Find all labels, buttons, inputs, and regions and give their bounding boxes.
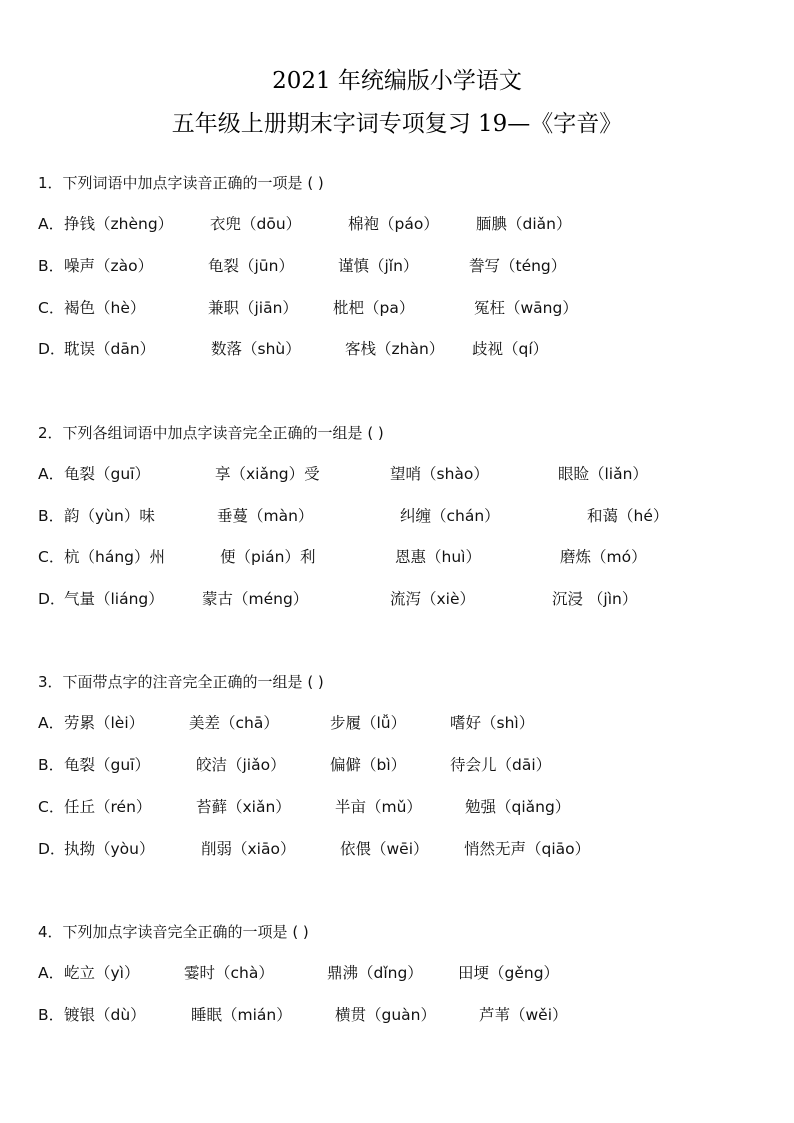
option-item: 任丘（rén） xyxy=(64,798,152,816)
option-item: 执拗（yòu） xyxy=(64,840,155,858)
option-item: 噪声（zào） xyxy=(64,257,154,275)
option-item: 棉袍（páo） xyxy=(348,215,439,233)
option-item: 兼职（jiān） xyxy=(208,299,298,317)
question-4-stem: 4．下列加点字读音完全正确的一项是 ( ) xyxy=(38,923,309,941)
option-label: D． xyxy=(38,590,66,608)
page-title-line-1: 2021 年统编版小学语文 xyxy=(272,68,522,94)
option-item: 气量（liáng） xyxy=(64,590,164,608)
option-item: 垂蔓（màn） xyxy=(217,507,314,525)
option-item: 恩惠（huì） xyxy=(395,548,481,566)
option-label: C． xyxy=(38,798,65,816)
option-item: 横贯（guàn） xyxy=(335,1006,436,1024)
option-label: D． xyxy=(38,340,66,358)
option-item: 便（pián）利 xyxy=(220,548,316,566)
option-item: 龟裂（guī） xyxy=(64,465,150,483)
option-item: 眼睑（liǎn） xyxy=(558,465,648,483)
option-item: 蒙古（méng） xyxy=(202,590,309,608)
option-label: A． xyxy=(38,964,65,982)
option-item: 美差（chā） xyxy=(189,714,279,732)
option-label: C． xyxy=(38,299,65,317)
option-item: 沉浸 （jìn） xyxy=(552,590,638,608)
option-item: 数落（shù） xyxy=(211,340,301,358)
option-item: 睡眠（mián） xyxy=(191,1006,292,1024)
option-item: 镀银（dù） xyxy=(64,1006,146,1024)
page-title-line-2: 五年级上册期末字词专项复习 19—《字音》 xyxy=(171,111,623,137)
option-item: 待会儿（dāi） xyxy=(450,756,552,774)
option-item: 冤枉（wāng） xyxy=(474,299,578,317)
question-2-stem: 2．下列各组词语中加点字读音完全正确的一组是 ( ) xyxy=(38,424,384,442)
option-label: A． xyxy=(38,465,65,483)
option-item: 誊写（téng） xyxy=(469,257,567,275)
option-item: 偏僻（bì） xyxy=(330,756,407,774)
option-item: 挣钱（zhèng） xyxy=(64,215,174,233)
question-1-stem: 1．下列词语中加点字读音正确的一项是 ( ) xyxy=(38,174,324,192)
option-item: 龟裂（jūn） xyxy=(208,257,294,275)
option-item: 依偎（wēi） xyxy=(340,840,429,858)
option-item: 芦苇（wěi） xyxy=(479,1006,568,1024)
option-item: 享（xiǎng）受 xyxy=(215,465,320,483)
option-item: 半亩（mǔ） xyxy=(335,798,422,816)
option-item: 褐色（hè） xyxy=(64,299,146,317)
option-item: 和蔼（hé） xyxy=(587,507,669,525)
option-item: 皎洁（jiǎo） xyxy=(196,756,286,774)
option-item: 龟裂（guī） xyxy=(64,756,150,774)
option-item: 霎时（chà） xyxy=(184,964,274,982)
option-item: 歧视（qí） xyxy=(472,340,549,358)
option-label: D． xyxy=(38,840,66,858)
option-item: 悄然无声（qiāo） xyxy=(464,840,591,858)
option-item: 客栈（zhàn） xyxy=(345,340,445,358)
option-item: 谨慎（jǐn） xyxy=(338,257,419,275)
option-item: 腼腆（diǎn） xyxy=(476,215,572,233)
option-item: 嗜好（shì） xyxy=(450,714,535,732)
question-3-stem: 3．下面带点字的注音完全正确的一组是 ( ) xyxy=(38,673,324,691)
option-item: 苔藓（xiǎn） xyxy=(196,798,291,816)
option-label: A． xyxy=(38,714,65,732)
option-item: 劳累（lèi） xyxy=(64,714,145,732)
option-label: C． xyxy=(38,548,65,566)
option-item: 削弱（xiāo） xyxy=(201,840,296,858)
option-item: 磨炼（mó） xyxy=(560,548,647,566)
option-item: 屹立（yì） xyxy=(64,964,140,982)
option-item: 步履（lǚ） xyxy=(330,714,407,732)
option-item: 杭（háng）州 xyxy=(64,548,165,566)
option-item: 纠缠（chán） xyxy=(400,507,500,525)
option-label: B． xyxy=(38,756,65,774)
option-item: 耽误（dān） xyxy=(64,340,156,358)
option-label: A． xyxy=(38,215,65,233)
option-item: 衣兜（dōu） xyxy=(210,215,302,233)
option-label: B． xyxy=(38,257,65,275)
option-item: 枇杷（pa） xyxy=(333,299,415,317)
option-item: 田埂（gěng） xyxy=(458,964,560,982)
option-label: B． xyxy=(38,1006,65,1024)
option-item: 望哨（shào） xyxy=(390,465,489,483)
option-item: 流泻（xiè） xyxy=(390,590,476,608)
option-item: 韵（yùn）味 xyxy=(64,507,155,525)
option-label: B． xyxy=(38,507,65,525)
option-item: 勉强（qiǎng） xyxy=(465,798,571,816)
option-item: 鼎沸（dǐng） xyxy=(327,964,423,982)
